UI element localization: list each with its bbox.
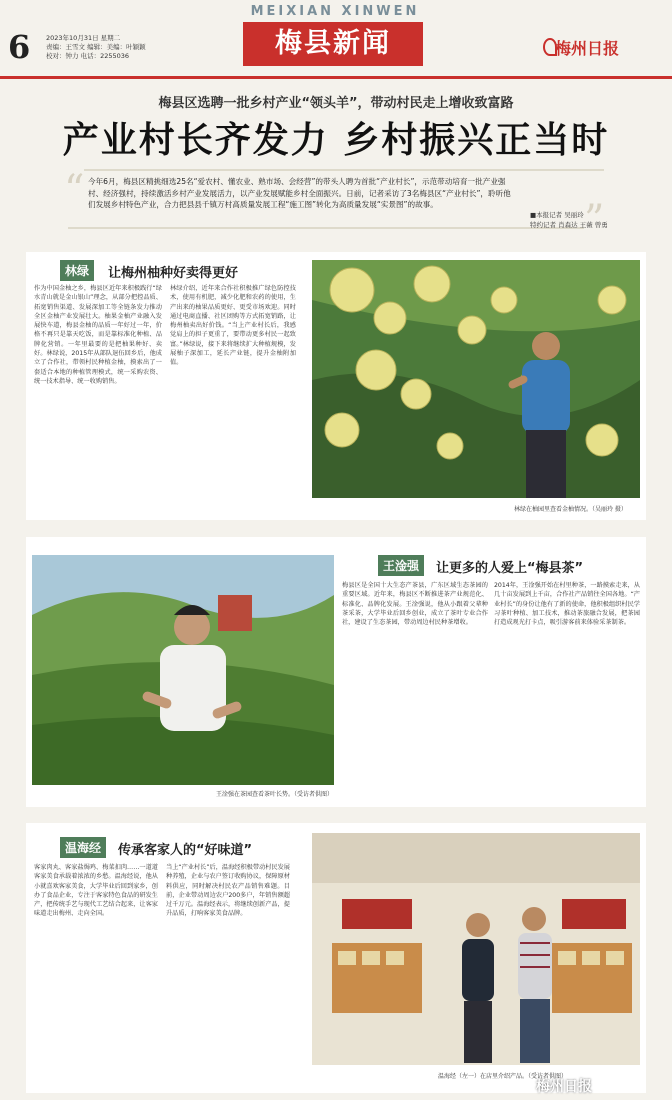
photo-caption: 温海经（左一）在店里介绍产品。（受访者供图） bbox=[438, 1073, 568, 1080]
article-column: 林绿介绍，近年来合作社积极推广绿色防控技术，使用有机肥，减少化肥和农药的使用，生产出来的柚果品质更好、更受市场欢迎。同时通过电商直播、社区团购等方式拓宽销路，让梅州柚卖出好价钱。“当上产业村长后，我感觉肩上的担子更重了，要带动更多村民一起致富。”林绿说，接下来将继续扩大种植规模，发展柚子深加工，延长产业链，提升金柚附加值。 bbox=[170, 285, 296, 367]
section-name: 梅县新闻 bbox=[243, 22, 423, 66]
article-column: 梅县区是全国十大生态产茶县，广东区域生态茶园的重要区域。近年来，梅县区不断推进茶产业规范化、标准化、品牌化发展。王淦强说，他从小跟着父辈种茶采茶，大学毕业后回乡创业，成立了茶叶专业合作社，建设了生态茶园，带动周边村民种茶增收。 bbox=[342, 582, 488, 627]
article-column: 2014年，王淦强开始在村里种茶，一路摸索走来，从几十亩发展到上千亩，合作社产品销往全国各地。“产业村长”的身份让他有了新的使命，他积极组织村民学习茶叶种植、加工技术，推动茶旅融合发展，把茶园打造成观光打卡点，吸引游客前来体验采茶制茶。 bbox=[494, 582, 640, 627]
profile-section-wen-haijing bbox=[26, 823, 646, 1093]
reporter-byline bbox=[530, 210, 608, 230]
open-quote-icon: “ bbox=[64, 167, 85, 213]
profile-title: 传承客家人的“好味道” bbox=[118, 843, 253, 858]
pomelo-orchard-photo bbox=[312, 260, 640, 498]
masthead-divider bbox=[0, 76, 672, 79]
newspaper-logo: 梅州日报 bbox=[555, 39, 620, 58]
photo-caption: 林绿在柚园里查看金柚情况。（吴丽玲 摄） bbox=[514, 506, 627, 513]
article-lead: 今年6月，梅县区精挑细选25名“爱农村、懂农业、熟市场、会经营”的带头人聘为首批“产业村长”，示范带动培育一批产业强村、经济强村，持续激活乡村产业发展活力，以产业发展赋能乡村全面振兴。日前，记者采访了3名梅县区“产业村长”，聆听他们发展乡村特色产业，合力把县县千镇万村高质量发展工程“施工图”转化为高质量发展“实景图”的故事。 bbox=[88, 177, 511, 209]
meta-line: 责编：王雪文 编辑：美编：叶颖颖 bbox=[46, 43, 146, 51]
article-column: 作为中国金柚之乡，梅县区近年来积极践行“绿水青山就是金山银山”理念，从部分把控品质、拓宽销售渠道、发展深加工等全链条发力推动全区金柚产业发展壮大。柚果金柚产业融入发展快车道，梅县金柚的品质一年好过一年，价格不再只是靠天吃饭，而是靠标准化种植、品牌化营销。一年里最要的是把柚果种好、卖好。林绿说，2015年从部队退伍回乡后，他成立了合作社，带领村民种植金柚，摸索出了一套适合本地的种植管理模式，统一采购农资、统一技术指导、统一收购销售。 bbox=[34, 285, 162, 385]
meta-line: 2023年10月31日 星期二 bbox=[46, 34, 121, 42]
profile-section-wang-ganqiang bbox=[26, 537, 646, 807]
profile-name-tag: 林绿 bbox=[60, 260, 94, 281]
profile-name-tag: 温海经 bbox=[60, 837, 106, 858]
article-column: 当上“产业村长”后，温海经积极带动村民发展种养殖，企业与农户签订收购协议，保障原材料供应，同时解决村民农产品销售难题。目前，企业带动周边农户200多户，年销售额超过千万元。温海经表示，将继续创新产品，提升品质，打响客家美食品牌。 bbox=[166, 864, 290, 918]
newspaper-watermark: 梅州日报 bbox=[536, 1079, 592, 1095]
article-column: 客家肉丸、客家盐焗鸡、梅菜扣肉……一道道客家美食承载着浓浓的乡愁。温海经说，他从小就喜欢客家美食，大学毕业后回到家乡，创办了食品企业，专注于客家特色食品的研发生产，把传统手艺与现代工艺结合起来，让客家味道走出梅州、走向全国。 bbox=[34, 864, 158, 918]
tea-garden-photo bbox=[32, 555, 334, 785]
food-shop-photo bbox=[312, 833, 640, 1065]
profile-name-tag: 王淦强 bbox=[378, 555, 424, 576]
issue-meta bbox=[46, 34, 216, 61]
byline-line: ■本报记者 吴丽玲 bbox=[530, 211, 584, 219]
profile-title: 让更多的人爱上“梅县茶” bbox=[436, 561, 584, 576]
section-pinyin: MEIXIAN XINWEN bbox=[250, 4, 420, 19]
article-kicker: 梅县区选聘一批乡村产业“领头羊”，带动村民走上增收致富路 bbox=[158, 96, 514, 111]
close-quote-icon: ” bbox=[584, 197, 605, 243]
meta-line: 校对：钟力 电话：2255036 bbox=[46, 52, 130, 60]
profile-section-lin-lv bbox=[26, 252, 646, 520]
profile-title: 让梅州柚种好卖得更好 bbox=[108, 266, 239, 281]
page-number: 6 bbox=[8, 28, 31, 66]
photo-caption: 王淦强在茶园查看茶叶长势。（受访者供图） bbox=[216, 791, 334, 798]
article-headline: 产业村长齐发力 乡村振兴正当时 bbox=[62, 119, 610, 161]
byline-line: 特约记者 肖森达 王薇 曾勇 bbox=[530, 221, 608, 229]
